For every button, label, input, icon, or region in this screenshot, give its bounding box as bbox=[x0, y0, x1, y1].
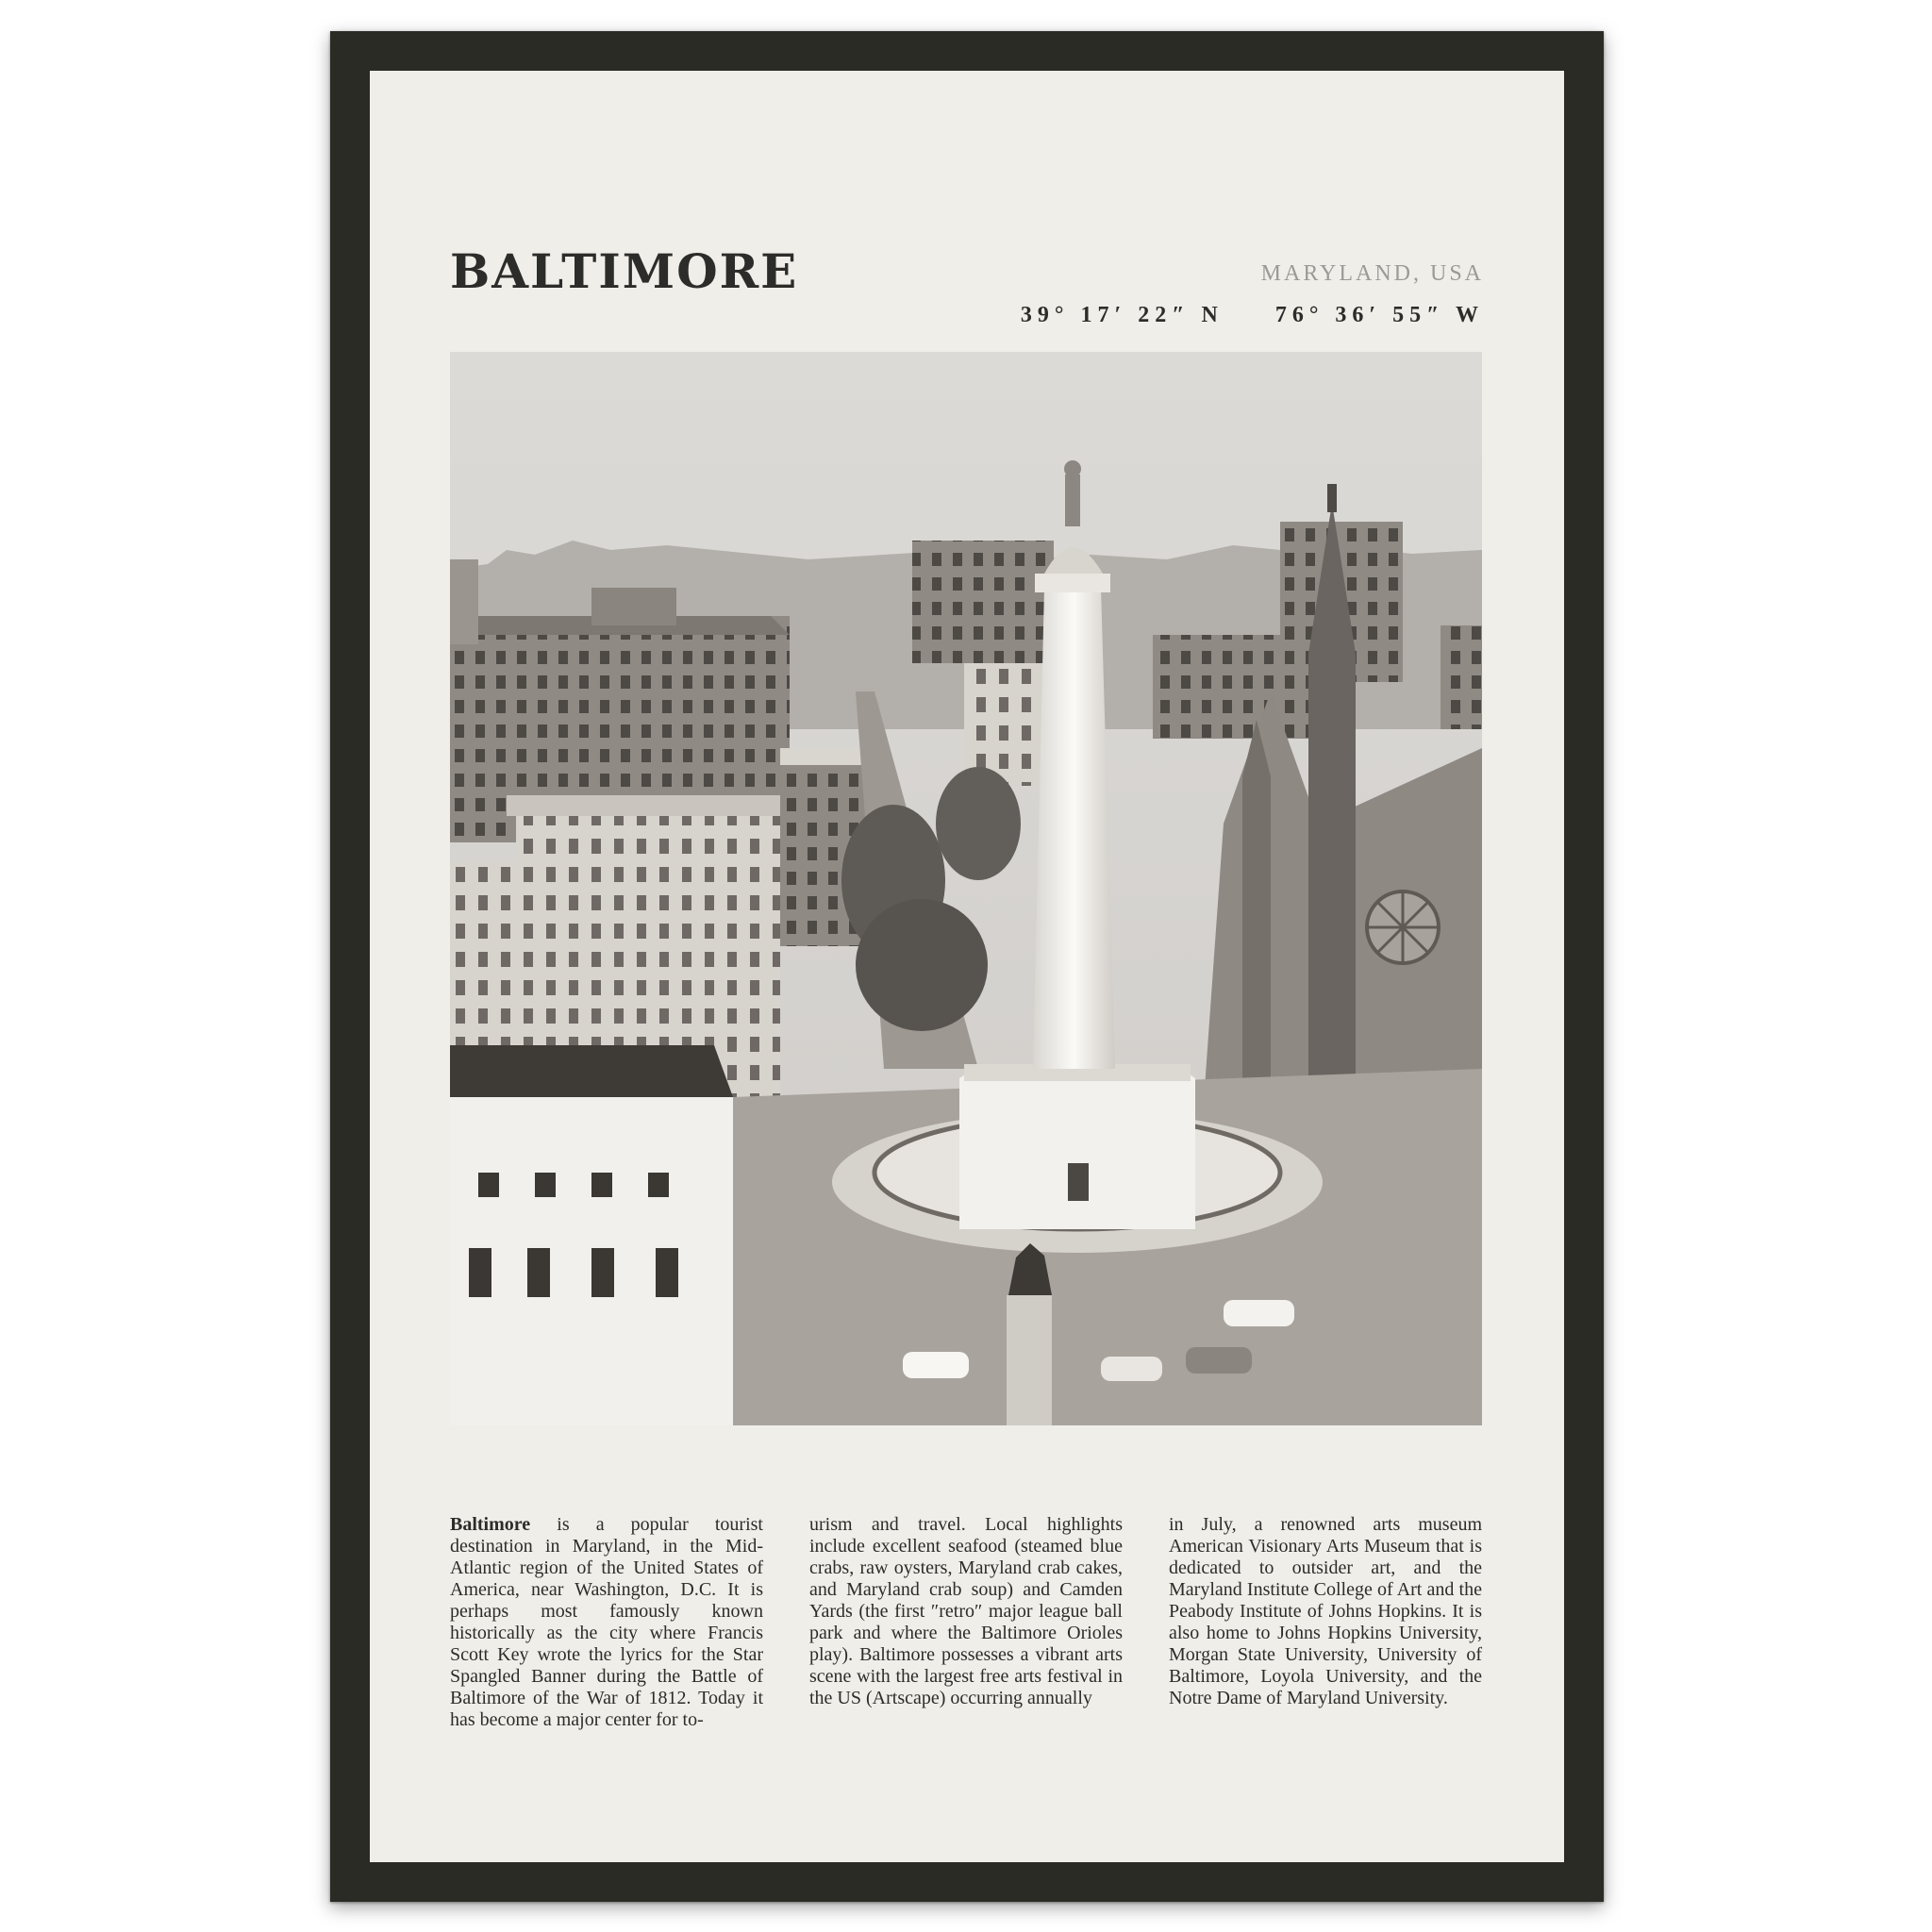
city-photo-illustration bbox=[450, 352, 1482, 1425]
description-lead: Baltimore bbox=[450, 1514, 531, 1535]
coordinates bbox=[1021, 303, 1484, 328]
poster-title: BALTIMORE bbox=[450, 243, 799, 299]
region-label: MARYLAND, USA bbox=[1260, 261, 1484, 286]
description-column-2: urism and travel. Local highlights include excellent seafood (steamed blue crabs, raw oysters, Maryland crab cakes, and Maryland crab soup) and Camden Yards (the first ″retro″ major league ball park and where the Baltimore Orioles play). Baltimore possesses a vibrant arts scene with the largest free arts festival in the US (Artscape) occurring annually bbox=[809, 1514, 1123, 1708]
poster-frame bbox=[330, 31, 1604, 1902]
poster-mat bbox=[370, 71, 1564, 1862]
description-column-1 bbox=[450, 1514, 763, 1731]
description-column-3: in July, a renowned arts museum American Visionary Arts Museum that is dedicated to outsider art, and the Maryland Institute College of Art and the Peabody Institute of Johns Hopkins. It is also home to Johns Hopkins University, Morgan State University, University of Baltimore, Loyola University, and the Notre Dame of Maryland University. bbox=[1169, 1514, 1482, 1708]
city-photo bbox=[450, 352, 1482, 1425]
latitude: 39° 17′ 22″ N bbox=[1020, 303, 1224, 327]
description-text-1: is a popular tourist destination in Maryland, in the Mid-Atlantic region of the United States of America, near Washington, D.C. It is perhaps most famously known historically as the city where Francis Scott Key wrote the lyrics for the Star Spangled Banner during the Battle of Baltimore of the War of 1812. Today it has become a major center for to- bbox=[450, 1514, 763, 1730]
longitude: 76° 36′ 55″ W bbox=[1274, 303, 1484, 327]
washington-monument-icon bbox=[1033, 588, 1115, 1069]
description bbox=[450, 1514, 1482, 1731]
